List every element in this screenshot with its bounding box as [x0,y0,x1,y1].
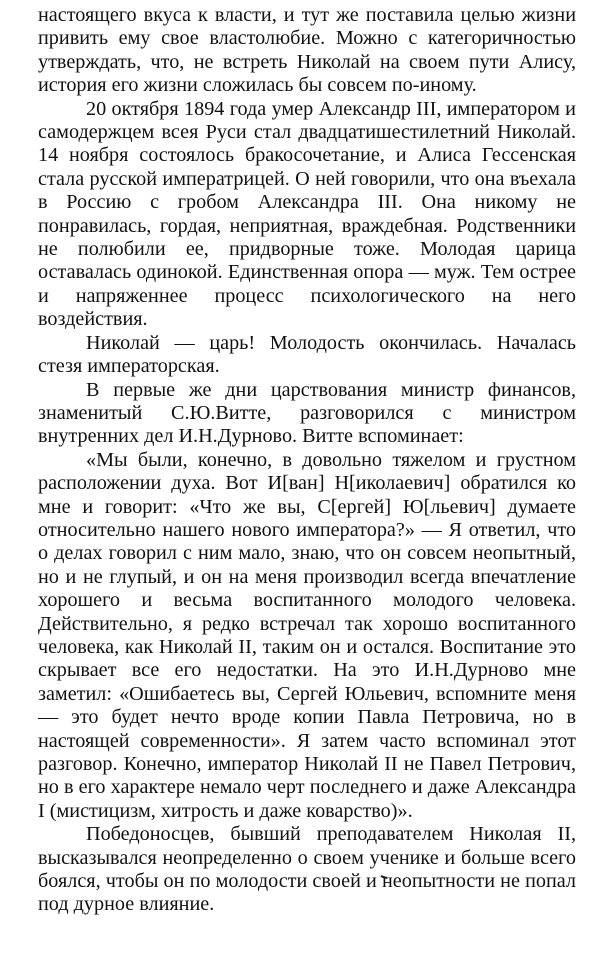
paragraph-4: В первые же дни царствования министр финансов, знаменитый С.Ю.Витте, разговорился с министром внутренних дел И.Н.Дурново. Витте вспоминает: [38,378,576,448]
body-text [38,4,576,917]
paragraph-1: настоящего вкуса к власти, и тут же поставила целью жизни привить ему свое властолюбие. Можно с категоричностью утверждать, что, не встреть Николай на своем пути Алису, история его жизни сложилась бы совсем по-иному. [38,4,576,97]
quotation-paragraph: «Мы были, конечно, в довольно тяжелом и грустном расположении духа. Вот И[ван] Н[иколаевич] обратился ко мне и говорит: «Что же вы, С[ергей] Ю[льевич] думаете относительно нашего нового императора?» — Я ответил, что о делах говорил с ним мало, знаю, что он совсем неопытный, но и не глупый, и он на меня производил всегда впечатление хорошего и весьма воспитанного молодого человека. Действительно, я редко встречал так хорошо воспитанного человека, как Николай II, таким он и остался. Воспитание это скрывает все его недостатки. На это И.Н.Дурново мне заметил: «Ошибаетесь вы, Сергей Юльевич, вспомните меня — это будет нечто вроде копии Павла Петровича, но в настоящей современности». Я затем часто вспоминал этот разговор. Конечно, император Николай II не Павел Петрович, но в его характере немало черт последнего и даже Александра I (мистицизм, хитрость и даже коварство)». [38,448,576,822]
paragraph-2: 20 октября 1894 года умер Александр III, императором и самодержцем всея Руси стал двадцатишестилетний Николай. 14 ноября состоялось бракосочетание, и Алиса Гессенская стала русской императрицей. О ней говорили, что она въехала в Россию с гробом Александра III. Она никому не понравилась, гордая, неприятная, враждебная. Родственники не полюбили ее, придворные тоже. Молодая царица оставалась одинокой. Единственная опора — муж. Тем острее и напряженнее процесс психологического на него воздействия. [38,97,576,331]
paragraph-3: Николай — царь! Молодость окончилась. Началась стезя императорская. [38,331,576,378]
paragraph-6: Победоносцев, бывший преподавателем Николая II, высказывался неопределенно о своем ученике и больше всего боялся, чтобы он по молодости своей и неопытности не попал под дурное влияние. [38,823,576,916]
